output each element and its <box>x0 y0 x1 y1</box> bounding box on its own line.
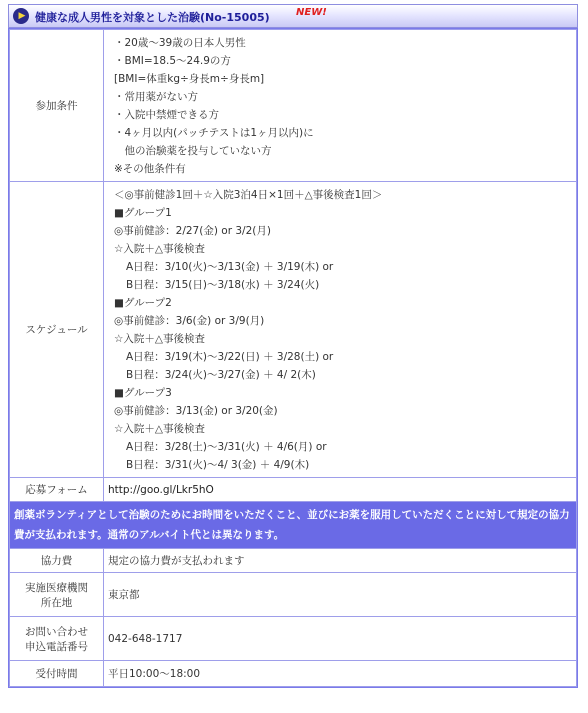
apply-row <box>10 478 577 502</box>
fee-label: 協力費 <box>10 549 104 573</box>
trial-details-frame <box>8 28 578 688</box>
conditions-list <box>108 34 572 178</box>
fee-value: 規定の協力費が支払われます <box>104 549 577 573</box>
schedule-line: B日程：3/31(火)～4/ 3(金) ＋ 4/9(木) <box>126 458 310 471</box>
contact-label-line1: お問い合わせ <box>25 625 88 638</box>
schedule-line: A日程：3/19(木)～3/22(日) ＋ 3/28(土) or <box>126 350 334 363</box>
contact-label <box>10 617 104 661</box>
schedule-line: B日程：3/15(日)～3/18(水) ＋ 3/24(火) <box>126 278 320 291</box>
conditions-row <box>10 30 577 182</box>
schedule-line: ☆入院＋△事後検査 <box>114 332 205 345</box>
contact-phone[interactable]: 042-648-1717 <box>104 617 577 661</box>
facility-label <box>10 573 104 617</box>
schedule-line: ◎事前健診：3/13(金) or 3/20(金) <box>114 404 278 417</box>
conditions-value <box>104 30 577 182</box>
contact-label-line2: 申込電話番号 <box>25 640 88 653</box>
notice-row <box>10 502 577 549</box>
condition-line: [BMI=体重kg÷身長m÷身長m] <box>114 72 265 85</box>
schedule-line: A日程：3/28(土)～3/31(火) ＋ 4/6(月) or <box>126 440 327 453</box>
condition-line: 他の治験薬を投与していない方 <box>114 144 272 157</box>
compensation-notice: 創薬ボランティアとして治験のためにお時間をいただくこと、並びにお薬を服用していただくことに対して規定の協力費が支払われます。通常のアルバイト代とは異なります。 <box>10 502 577 549</box>
conditions-label: 参加条件 <box>10 30 104 182</box>
apply-label: 応募フォーム <box>10 478 104 502</box>
schedule-line: B日程：3/24(火)～3/27(金) ＋ 4/ 2(木) <box>126 368 316 381</box>
schedule-line: ■グループ2 <box>114 296 172 309</box>
schedule-line: ＜◎事前健診1回＋☆入院3泊4日×1回＋△事後検査1回＞ <box>114 188 383 201</box>
condition-line: ・常用薬がない方 <box>114 90 198 103</box>
new-badge: NEW! <box>296 7 327 18</box>
hours-row <box>10 661 577 687</box>
facility-row <box>10 573 577 617</box>
fee-row <box>10 549 577 573</box>
schedule-line: ◎事前健診：3/6(金) or 3/9(月) <box>114 314 265 327</box>
hours-value: 平日10:00～18:00 <box>104 661 577 687</box>
section-header <box>8 4 578 28</box>
facility-label-line2: 所在地 <box>40 596 73 609</box>
schedule-value <box>104 182 577 478</box>
apply-form-link[interactable]: http://goo.gl/Lkr5hO <box>108 483 214 496</box>
apply-link-cell <box>104 478 577 502</box>
trial-title: 健康な成人男性を対象とした治験(No-15005) <box>35 11 270 24</box>
condition-line: ・入院中禁煙できる方 <box>114 108 219 121</box>
schedule-line: ☆入院＋△事後検査 <box>114 422 205 435</box>
facility-label-line1: 実施医療機関 <box>25 581 88 594</box>
condition-line: ・BMI=18.5～24.9の方 <box>114 54 231 67</box>
condition-line: ・4ヶ月以内(パッチテストは1ヶ月以内)に <box>114 126 314 139</box>
trial-details-table <box>9 29 577 687</box>
condition-line: ・20歳～39歳の日本人男性 <box>114 36 246 49</box>
schedule-line: A日程：3/10(火)～3/13(金) ＋ 3/19(木) or <box>126 260 334 273</box>
hours-label: 受付時間 <box>10 661 104 687</box>
contact-row <box>10 617 577 661</box>
schedule-line: ◎事前健診：2/27(金) or 3/2(月) <box>114 224 271 237</box>
schedule-label: スケジュール <box>10 182 104 478</box>
play-arrow-icon: ▶ <box>13 8 29 24</box>
schedule-list <box>108 186 572 474</box>
schedule-row <box>10 182 577 478</box>
schedule-line: ☆入院＋△事後検査 <box>114 242 205 255</box>
schedule-line: ■グループ1 <box>114 206 172 219</box>
schedule-line: ■グループ3 <box>114 386 172 399</box>
condition-line: ※その他条件有 <box>114 162 186 175</box>
facility-value: 東京都 <box>104 573 577 617</box>
